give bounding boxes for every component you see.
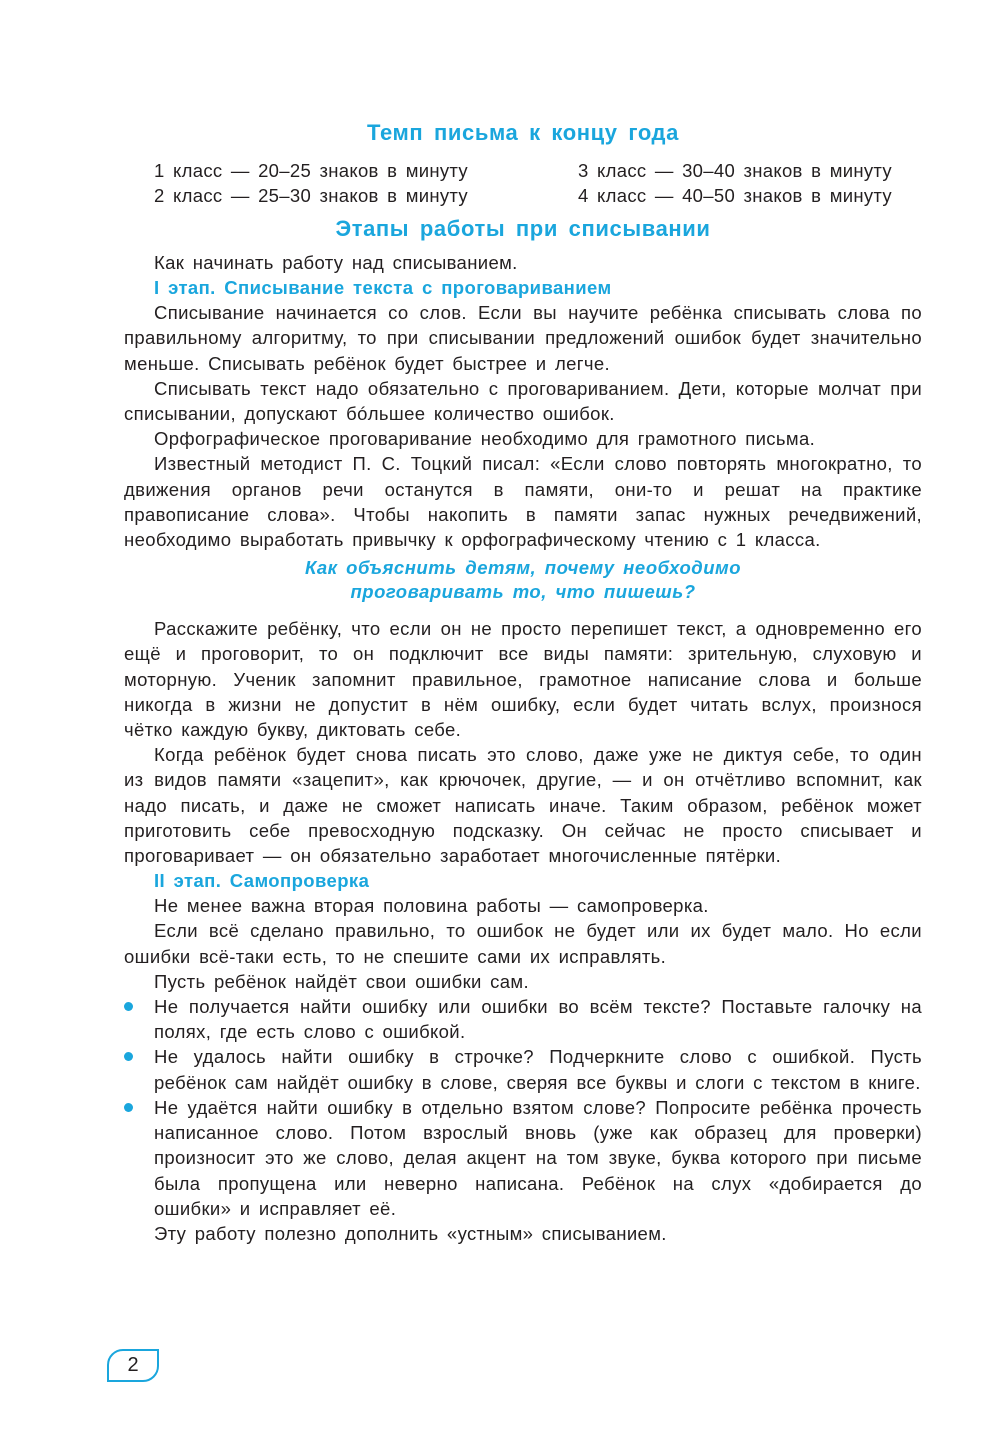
rate-grade-1: 1 класс — 20–25 знаков в минуту bbox=[154, 160, 468, 181]
closing-paragraph: Эту работу полезно дополнить «устным» списыванием. bbox=[154, 1222, 667, 1244]
rates-row bbox=[124, 183, 922, 208]
rate-grade-3: 3 класс — 30–40 знаков в минуту bbox=[578, 160, 892, 181]
main-title: Темп письма к концу года bbox=[367, 120, 679, 145]
question-line-2: проговаривать то, что пишешь? bbox=[350, 581, 696, 603]
stage2-paragraph: Если всё сделано правильно, то ошибок не будет или их будет мало. Но если ошибки всё-таки есть, то не спешите сами их исправлять. bbox=[124, 920, 922, 967]
stage2-paragraph: Не менее важна вторая половина работы — самопроверка. bbox=[154, 895, 709, 917]
intro-paragraph: Как начинать работу над списыванием. bbox=[154, 252, 518, 273]
bullet-dot-icon bbox=[124, 1052, 133, 1061]
list-item-text: Не получается найти ошибку или ошибки во всём тексте? Поставьте галочку на полях, где есть слово с ошибкой. bbox=[154, 996, 922, 1043]
stage1-paragraph: Списывать текст надо обязательно с проговариванием. Дети, которые молчат при списывании, допускают бóльшее количество ошибок. bbox=[124, 377, 922, 425]
section-title: Этапы работы при списывании bbox=[335, 216, 711, 241]
list-item bbox=[124, 1044, 922, 1094]
page-content bbox=[124, 118, 922, 1246]
rates-row bbox=[124, 158, 922, 183]
list-item bbox=[124, 1095, 922, 1221]
stage2-paragraph: Пусть ребёнок найдёт свои ошибки сам. bbox=[154, 970, 529, 992]
answer-paragraph: Расскажите ребёнку, что если он не просто перепишет текст, а одновременно его ещё и проговорит, то он подключит все виды памяти: зрительную, слуховую и моторную. Ученик запомнит правильное, грамотное написание слова и больше никогда в жизни не допустит в нём ошибку, если будет читать вслух, произнося чётко каждую букву, диктовать себе. bbox=[124, 618, 922, 741]
tips-list bbox=[124, 994, 922, 1221]
question-heading bbox=[124, 556, 922, 604]
bullet-dot-icon bbox=[124, 1002, 133, 1011]
list-item bbox=[124, 994, 922, 1044]
writing-rates-table bbox=[124, 158, 922, 208]
bullet-dot-icon bbox=[124, 1103, 133, 1112]
answer-paragraph: Когда ребёнок будет снова писать это слово, даже уже не диктуя себе, то один из видов памяти «зацепит», как крючочек, другие, — и он отчётливо вспомнит, как надо писать, и даже не сможет написать иначе. Таким образом, ребёнок может приготовить себе превосходную подсказку. Он сейчас не просто списывает и проговаривает — он обязательно заработает многочисленные пятёрки. bbox=[124, 744, 922, 867]
list-item-text: Не удалось найти ошибку в строчке? Подчеркните слово с ошибкой. Пусть ребёнок сам найдёт ошибку в слове, сверяя все буквы и слоги с текстом в книге. bbox=[154, 1046, 922, 1093]
rate-grade-4: 4 класс — 40–50 знаков в минуту bbox=[578, 185, 892, 206]
list-item-text: Не удаётся найти ошибку в отдельно взятом слове? Попросите ребёнка прочесть написанное слово. Потом взрослый вновь (уже как образец для проверки) произносит это же слово, делая акцент на том звуке, буква которого при письме была пропущена или неверно написана. Ребёнок на слух «добирается до ошибки» и исправляет её. bbox=[154, 1096, 922, 1219]
stage1-paragraph: Известный методист П. С. Тоцкий писал: «Если слово повторять многократно, то движения органов речи останутся в памяти, они-то и решат на практике правописание слова». Чтобы накопить в памяти запас нужных речедвижений, необходимо выработать привычку к орфографическому чтению с 1 класса. bbox=[124, 453, 922, 551]
stage1-paragraph: Списывание начинается со слов. Если вы научите ребёнка списывать слова по правильному алгоритму, то при списывании предложений ошибок будет значительно меньше. Списывать ребёнок будет быстрее и легче. bbox=[124, 302, 922, 374]
rate-grade-2: 2 класс — 25–30 знаков в минуту bbox=[154, 185, 468, 206]
stage1-title: I этап. Списывание текста с проговариванием bbox=[154, 277, 612, 299]
question-line-1: Как объяснить детям, почему необходимо bbox=[304, 557, 742, 579]
stage1-paragraph: Орфографическое проговаривание необходимо для грамотного письма. bbox=[154, 428, 816, 450]
stage2-title: II этап. Самопроверка bbox=[154, 870, 370, 892]
page-number: 2 bbox=[107, 1349, 159, 1382]
